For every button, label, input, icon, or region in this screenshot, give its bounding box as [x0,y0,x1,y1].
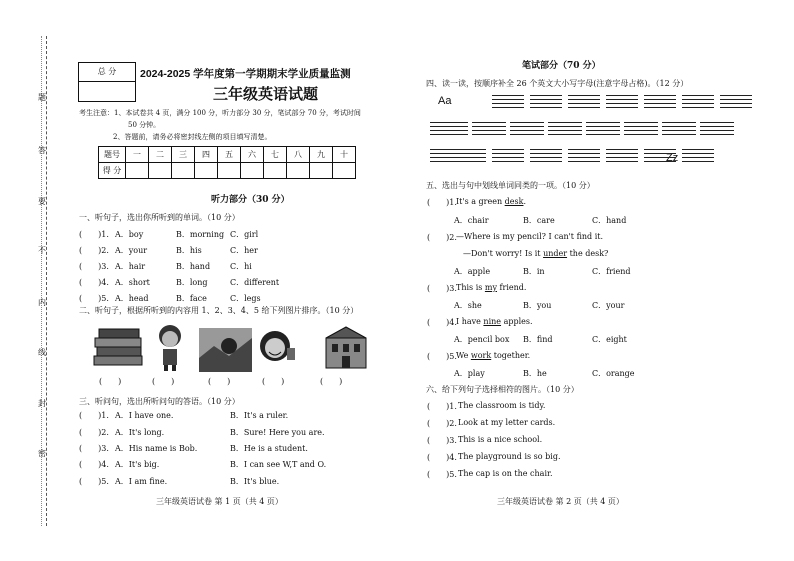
option-b: B．I can see W,T and O. [230,460,327,469]
writing-line [430,134,456,135]
picture-order-bracket[interactable]: ( ) [262,377,285,386]
writing-line [720,99,752,100]
option-c: C．eight [592,335,627,344]
writing-line [568,157,600,158]
writing-line [568,103,600,104]
writing-line [624,130,658,131]
score-input-cell[interactable] [149,163,172,179]
writing-line [454,149,486,150]
writing-line [700,126,734,127]
writing-line [606,99,638,100]
seal-char: 答 [38,146,46,155]
page-1-footer: 三年级英语试卷 第 1 页（共 4 页） [156,497,283,506]
option-a: A．His name is Bob. [115,444,198,453]
writing-line [606,95,638,96]
answer-bracket[interactable]: ( )5. [79,294,109,303]
writing-line [472,126,506,127]
answer-bracket[interactable]: ( )4. [79,278,109,287]
sentence-text: I have [456,317,484,326]
score-cell: 八 [287,147,310,163]
writing-line [510,130,544,131]
option-a: A．head [115,294,149,303]
score-input-cell[interactable] [287,163,310,179]
score-cell: 二 [149,147,172,163]
score-input-cell[interactable] [310,163,333,179]
writing-line [662,122,696,123]
writing-line [700,134,734,135]
picture-order-bracket[interactable]: ( ) [320,377,343,386]
seal-char: 内 [38,298,46,307]
writing-line [472,134,506,135]
writing-line [454,157,486,158]
cartoon-scene-picture-icon [199,328,252,372]
question-sentence [456,232,603,241]
writing-line [606,149,638,150]
exam-subtitle: 三年级英语试题 [213,85,319,103]
sentence-text: It's a green [456,197,505,206]
writing-line [492,157,524,158]
answer-bracket[interactable]: ( )5. [79,477,109,486]
option-c: C．hand [592,216,627,225]
sentence-text: —Where is my pencil? I can't find it. [456,232,604,241]
writing-line [568,161,600,162]
section-2-title: 二、听句子，根据所听到的内容用 1、2、3、4、5 给下列图片排序。（10 分） [79,306,359,315]
option-b: B．his [176,246,202,255]
writing-line [430,130,456,131]
writing-line [586,134,620,135]
option-a: A．It's big. [115,460,160,469]
writing-line [624,134,658,135]
picture-order-bracket[interactable]: ( ) [208,377,231,386]
writing-line [606,157,638,158]
writing-line [682,103,714,104]
section-1-title: 一、听句子，选出你所听到的单词。（10 分） [79,213,240,222]
score-cell: 九 [310,147,333,163]
writing-line [548,126,582,127]
score-input-cell[interactable] [172,163,195,179]
option-a: A．your [115,246,148,255]
writing-line [586,130,620,131]
writing-line [492,95,524,96]
writing-line [548,130,582,131]
listening-title: 听力部分（30 分） [211,195,290,205]
option-b: B．in [523,267,545,276]
writing-line [492,149,524,150]
writing-line [682,161,714,162]
sentence-text: the desk? [567,249,609,258]
writing-line [662,130,696,131]
writing-line [530,161,562,162]
writing-line [644,157,676,158]
underlined-word: my [484,283,498,292]
section-6-title: 六、给下列句子选择相符的图片。（10 分） [426,385,579,394]
answer-bracket[interactable]: ( )4. [427,453,457,462]
writing-line [662,126,696,127]
seal-dashed-line [46,36,47,526]
sentence-text: Look at my letter cards. [458,418,556,427]
answer-bracket[interactable]: ( )3. [427,436,457,445]
sentence-text: . [523,197,527,206]
answer-bracket[interactable]: ( )3. [79,262,109,271]
score-input-cell[interactable] [264,163,287,179]
writing-line [606,153,638,154]
writing-line [492,153,524,154]
written-title: 笔试部分（70 分） [522,61,601,71]
question-sentence [463,249,608,258]
picture-order-bracket[interactable]: ( ) [152,377,175,386]
score-input-cell[interactable] [218,163,241,179]
answer-bracket[interactable]: ( )2. [427,419,457,428]
seal-char: 不 [38,246,46,255]
score-table [98,146,356,179]
sentence-text: together. [491,351,531,360]
option-b: B．morning [176,230,225,239]
answer-bracket[interactable]: ( )2. [79,246,109,255]
writing-line [492,103,524,104]
writing-line [644,107,676,108]
option-b: B．he [523,369,547,378]
option-c: C．orange [592,369,635,378]
writing-line [644,149,676,150]
alphabet-end-letters: Zz [666,152,679,164]
writing-line [682,157,714,158]
underlined-word: work [470,351,492,360]
writing-line [644,161,676,162]
answer-bracket[interactable]: ( )5. [427,352,457,361]
seal-char: 题 [38,93,46,102]
option-c: C．your [592,301,625,310]
writing-line [662,134,696,135]
writing-line [720,95,752,96]
score-cell: 七 [264,147,287,163]
sentence-text: We [456,351,471,360]
option-b: B．He is a student. [230,444,308,453]
option-a: A．boy [115,230,144,239]
option-c: C．different [230,278,280,287]
section-3-title: 三、听问句，选出所听问句的答语。（10 分） [79,397,240,406]
score-table-header-row [99,147,356,163]
writing-line [454,153,486,154]
writing-line [454,161,486,162]
answer-bracket[interactable]: ( )2. [79,428,109,437]
sentence-text: This is [456,283,485,292]
writing-line [682,95,714,96]
notice-line-1b: 50 分钟。 [128,121,161,129]
option-a: A．play [454,369,485,378]
writing-line [700,122,734,123]
option-a: A．apple [454,267,491,276]
answer-bracket[interactable]: ( )1. [79,230,109,239]
question-sentence [456,283,526,292]
boy-picture-icon [152,322,188,372]
writing-line [586,122,620,123]
score-cell: 四 [195,147,218,163]
score-input-cell[interactable] [333,163,356,179]
writing-line [472,122,506,123]
writing-line [568,95,600,96]
score-input-cell[interactable] [241,163,264,179]
writing-line [510,122,544,123]
writing-line [682,153,714,154]
exam-title: 2024-2025 学年度第一学期期末学业质量监测 [140,68,351,80]
score-cell: 五 [218,147,241,163]
page-2-footer: 三年级英语试卷 第 2 页（共 4 页） [497,497,624,506]
writing-line [430,122,456,123]
writing-line [530,107,562,108]
option-a: A．It's long. [115,428,165,437]
picture-order-bracket[interactable]: ( ) [99,377,122,386]
option-c: C．hi [230,262,252,271]
score-cell: 题号 [99,147,126,163]
score-input-cell[interactable] [195,163,218,179]
writing-line [682,99,714,100]
answer-bracket[interactable]: ( )5. [427,470,457,479]
answer-bracket[interactable]: ( )1. [427,198,457,207]
total-score-box [78,62,136,102]
writing-line [606,161,638,162]
option-a: A．hair [115,262,146,271]
writing-line [510,126,544,127]
writing-line [530,153,562,154]
seal-char: 线 [38,348,46,357]
writing-line [568,99,600,100]
score-cell: 十 [333,147,356,163]
writing-line [492,161,524,162]
answer-bracket[interactable]: ( )1. [427,402,457,411]
building-picture-icon [324,324,368,370]
writing-line [682,107,714,108]
writing-line [568,149,600,150]
writing-line [492,107,524,108]
score-table-score-row [99,163,356,179]
option-b: B．It's blue. [230,477,280,486]
sentence-text: —Don't worry! Is it [463,249,544,258]
question-sentence [456,317,533,326]
answer-bracket[interactable]: ( )4. [427,318,457,327]
writing-line [568,153,600,154]
writing-line [430,153,456,154]
option-b: B．you [523,301,552,310]
writing-line [548,122,582,123]
option-c: C．her [230,246,258,255]
writing-line [700,130,734,131]
thumbs-up-boy-picture-icon [257,326,297,370]
option-a: A．chair [454,216,489,225]
notice-line-2: 2、答题前，请务必将密封线左侧的项目填写清楚。 [113,133,272,141]
writing-line [492,99,524,100]
option-c: C．girl [230,230,259,239]
writing-line [682,149,714,150]
option-c: C．legs [230,294,261,303]
section-5-title: 五、选出与句中划线单词同类的一项。（10 分） [426,181,595,190]
alphabet-start-letters: Aa [438,95,452,107]
writing-line [606,103,638,104]
question-sentence [456,197,526,206]
answer-bracket[interactable]: ( )3. [79,444,109,453]
option-b: B．hand [176,262,211,271]
score-cell: 六 [241,147,264,163]
option-a: A．she [454,301,482,310]
writing-line [720,107,752,108]
option-a: A．pencil box [454,335,510,344]
underlined-word: under [543,249,568,258]
writing-line [430,126,456,127]
answer-bracket[interactable]: ( )2. [427,233,457,242]
writing-line [430,161,456,162]
writing-line [606,107,638,108]
writing-line [624,126,658,127]
option-a: A．I am fine. [115,477,168,486]
writing-line [548,134,582,135]
writing-line [530,99,562,100]
score-cell: 得 分 [99,163,126,179]
sentence-text: This is a nice school. [458,435,543,444]
writing-line [624,122,658,123]
section-4-title: 四、读一读，按顺序补全 26 个英文大小写字母(注意字母占格)。（12 分） [426,79,689,88]
score-input-cell[interactable] [126,163,149,179]
writing-line [644,103,676,104]
seal-char: 要 [38,197,46,206]
writing-line [472,130,506,131]
answer-bracket[interactable]: ( )3. [427,284,457,293]
option-a: A．I have one. [115,411,174,420]
option-b: B．find [523,335,553,344]
option-b: B．care [523,216,555,225]
writing-line [644,95,676,96]
writing-line [430,157,456,158]
writing-line [530,103,562,104]
option-b: B．Sure! Here you are. [230,428,325,437]
score-cell: 一 [126,147,149,163]
option-a: A．short [115,278,150,287]
answer-bracket[interactable]: ( )1. [79,411,109,420]
books-picture-icon [92,326,147,370]
option-b: B．It's a ruler. [230,411,289,420]
writing-line [510,134,544,135]
writing-line [430,149,456,150]
option-c: C．friend [592,267,631,276]
writing-line [530,95,562,96]
writing-line [586,126,620,127]
writing-line [530,157,562,158]
total-score-label: 总 分 [79,63,135,82]
sentence-text: The cap is on the chair. [458,469,553,478]
score-cell: 三 [172,147,195,163]
seal-char: 密 [38,449,46,458]
seal-char: 封 [38,399,46,408]
sentence-text: friend. [497,283,527,292]
underlined-word: desk [504,197,524,206]
writing-line [644,99,676,100]
sentence-text: The classroom is tidy. [458,401,546,410]
writing-line [568,107,600,108]
writing-line [530,149,562,150]
option-b: B．face [176,294,207,303]
underlined-word: nine [483,317,502,326]
sentence-text: apples. [501,317,533,326]
question-sentence [456,351,530,360]
notice-line-1: 考生注意：1、本试卷共 4 页，满分 100 分，听力部分 30 分，笔试部分 70 分，考试时间 [79,109,361,117]
sentence-text: The playground is so big. [458,452,561,461]
answer-bracket[interactable]: ( )4. [79,460,109,469]
writing-line [644,153,676,154]
writing-line [720,103,752,104]
option-b: B．long [176,278,208,287]
